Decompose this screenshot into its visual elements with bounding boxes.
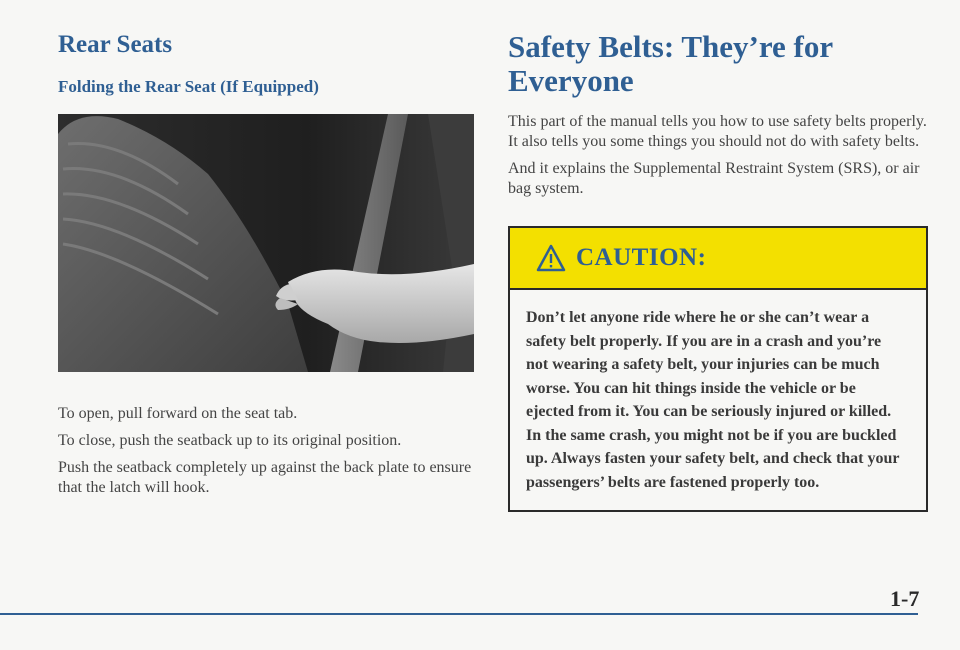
- srs-paragraph: And it explains the Supplemental Restraint System (SRS), or air bag system.: [508, 160, 920, 197]
- seat-photo-illustration: [58, 114, 474, 372]
- right-paragraphs: [508, 112, 928, 199]
- right-column: [508, 29, 928, 491]
- intro-paragraph: This part of the manual tells you how to use safety belts properly. It also tells you some things you should not do with safety belts.: [508, 113, 927, 150]
- open-instruction: To open, pull forward on the seat tab.: [58, 405, 298, 422]
- left-column: [58, 30, 478, 496]
- subsection-title: Folding the Rear Seat (If Equipped): [58, 77, 319, 96]
- left-paragraphs: [58, 404, 478, 505]
- caution-header: [510, 228, 926, 290]
- close-instruction: To close, push the seatback up to its original position.: [58, 432, 402, 449]
- page-title: Safety Belts: They’re for Everyone: [508, 29, 833, 98]
- caution-heading: CAUTION:: [576, 244, 707, 271]
- warning-triangle-icon: [536, 244, 566, 272]
- section-title: Rear Seats: [58, 31, 173, 58]
- seat-photo: [58, 114, 474, 372]
- push-instruction: Push the seatback completely up against the back plate to ensure that the latch will hook.: [58, 459, 472, 496]
- page-number: 1-7: [890, 586, 920, 611]
- caution-box: [508, 226, 928, 512]
- caution-text: Don’t let anyone ride where he or she can’t wear a safety belt properly. If you are in a crash and you’re not wearing a safety belt, your injuries can be much worse. You can hit things inside the vehicle or be ejected from it. You can be seriously injured or killed. In the same crash, you might not be if you are buckled up. Always fasten your safety belt, and check that your passengers’ belts are fastened properly too.: [526, 309, 900, 491]
- footer-rule: [0, 613, 918, 615]
